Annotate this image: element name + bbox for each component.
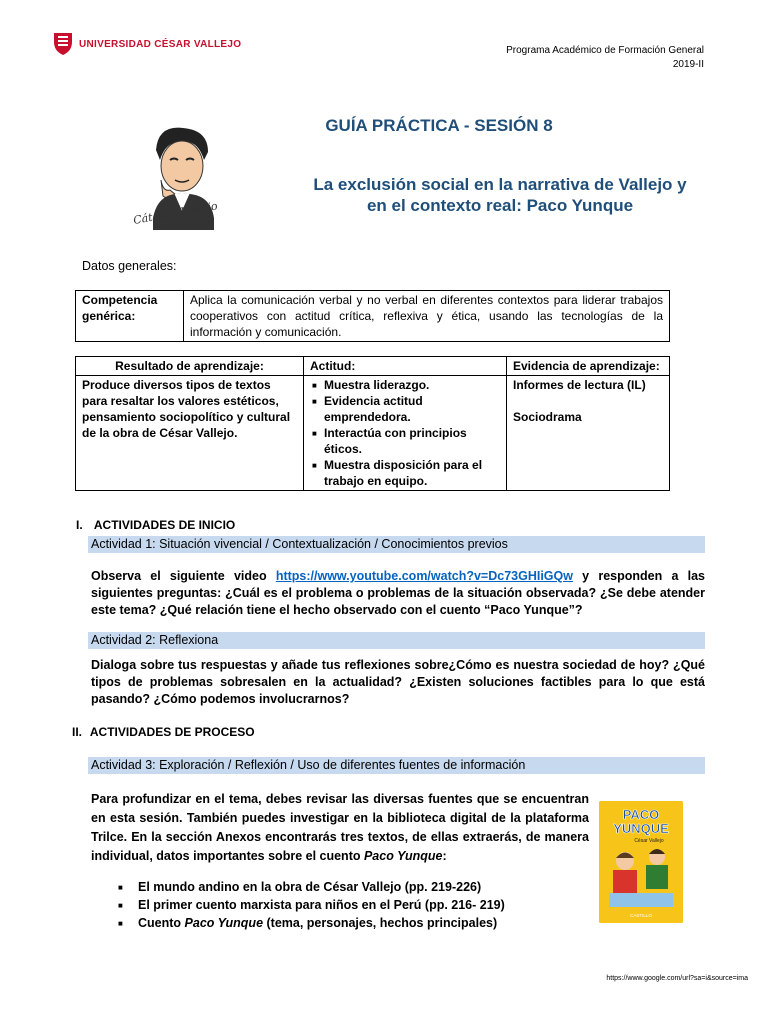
- subtitle-line-1: La exclusión social en la narrativa de Vallejo y: [313, 175, 687, 194]
- activity-3-text-a: Para profundizar en el tema, debes revisar las diversas fuentes que se encuentran en esta sesión. También puedes investigar en la biblioteca digital de la plataforma Trilce. En la sección Anexos encontrarás tres textos, de ellas extraerás, de manera individual, datos importantes sobre el cuento: [91, 792, 589, 863]
- datos-generales-label: Datos generales:: [82, 259, 177, 273]
- section-heading-proceso: [72, 725, 255, 739]
- evidencia-informes: Informes de lectura (IL): [513, 378, 646, 392]
- list-item: ■ Interactúa con principios éticos.: [324, 425, 500, 457]
- university-logo: [53, 32, 241, 56]
- table-header-row: [76, 357, 670, 376]
- competencia-label: Competencia genérica:: [76, 291, 184, 342]
- list-item: [118, 914, 505, 932]
- competencia-table: [75, 290, 670, 342]
- activity-2-heading: Actividad 2: Reflexiona: [88, 632, 705, 649]
- activity-3-text-b: :: [442, 849, 447, 863]
- activity-1-heading: Actividad 1: Situación vivencial / Contextualización / Conocimientos previos: [88, 536, 705, 553]
- list-item: ■ El mundo andino en la obra de César Vallejo (pp. 219-226): [118, 878, 505, 896]
- actitud-list: [310, 377, 500, 489]
- section-number: I.: [76, 518, 83, 532]
- sources-list: [118, 878, 505, 932]
- competencia-text: Aplica la comunicación verbal y no verbal en diferentes contextos para liderar trabajos cooperativos con actitud crítica, reflexiva y ética, usando las tecnologías de la información y comunicación.: [184, 291, 670, 342]
- list-item-post: (tema, personajes, hechos principales): [263, 916, 498, 930]
- program-name: Programa Académico de Formación General: [506, 45, 704, 56]
- book-title-2: YUNQUE: [613, 821, 669, 836]
- paco-yunque-book-cover-image: [599, 801, 683, 923]
- learning-outcomes-table: [75, 356, 670, 491]
- header-evidencia: Evidencia de aprendizaje:: [507, 357, 670, 376]
- section-heading-inicio: [76, 518, 235, 532]
- resultado-cell: Produce diversos tipos de textos para resaltar los valores estéticos, pensamiento sociopolítico y cultural de la obra de César Vallejo.: [76, 376, 304, 491]
- activity-3-text: [91, 790, 589, 866]
- list-item-pre: Cuento: [138, 916, 185, 930]
- table-row: [76, 376, 670, 491]
- activity-1-text-before: Observa el siguiente video: [91, 569, 276, 583]
- vallejo-portrait-image: [128, 120, 233, 238]
- section-number: II.: [72, 725, 83, 739]
- actitud-cell: [304, 376, 507, 491]
- subtitle-line-2: en el contexto real: Paco Yunque: [366, 196, 634, 215]
- activity-3-heading: Actividad 3: Exploración / Reflexión / Uso de diferentes fuentes de información: [88, 757, 705, 774]
- list-item-italic: Paco Yunque: [184, 916, 264, 930]
- list-item: ■ Muestra disposición para el trabajo en equipo.: [324, 457, 500, 489]
- program-term: 2019-II: [672, 59, 704, 70]
- header-actitud: Actitud:: [304, 357, 507, 376]
- activity-3-text-italic: Paco Yunque: [363, 849, 443, 863]
- activity-1-text-after: y responden a las siguientes preguntas: ¿Cuál es el problema o problemas de la situación observada? ¿Se debe atender este tema? ¿Qué relación tiene el hecho observado con el cuento “Paco Yunque”?: [91, 569, 705, 617]
- program-header: [506, 44, 704, 72]
- evidencia-cell: [507, 376, 670, 491]
- competencia-row: [76, 291, 670, 342]
- image-source-footnote: https://www.google.com/url?sa=i&source=ima: [606, 975, 748, 982]
- university-shield-icon: [53, 32, 73, 56]
- session-subtitle: [290, 174, 710, 216]
- list-item: ■ Evidencia actitud emprendedora.: [324, 393, 500, 425]
- evidencia-sociodrama: Sociodrama: [513, 410, 582, 424]
- list-item: ■ Muestra liderazgo.: [324, 377, 500, 393]
- book-title-1: PACO: [622, 807, 660, 822]
- book-cover-illustration: [599, 801, 683, 923]
- book-publisher: CASTILLO: [630, 913, 652, 918]
- section-title: ACTIVIDADES DE INICIO: [93, 518, 236, 532]
- guide-title: GUÍA PRÁCTICA - SESIÓN 8: [325, 116, 553, 135]
- activity-1-text: [91, 568, 705, 619]
- book-author: César Vallejo: [634, 838, 664, 844]
- header-resultado: Resultado de aprendizaje:: [76, 357, 304, 376]
- portrait-signature: Cátedra Vallejo: [132, 199, 219, 227]
- youtube-video-link[interactable]: https://www.youtube.com/watch?v=Dc73GHIiGQw: [275, 569, 573, 583]
- university-name: UNIVERSIDAD CÉSAR VALLEJO: [79, 38, 242, 50]
- list-item: ■ El primer cuento marxista para niños en el Perú (pp. 216- 219): [118, 896, 505, 914]
- activity-2-text: Dialoga sobre tus respuestas y añade tus reflexiones sobre¿Cómo es nuestra sociedad de hoy? ¿Qué tipos de problemas sobresalen en la actualidad? ¿Existen soluciones factibles para lo que está pasando? ¿Cómo podemos involucrarnos?: [91, 658, 705, 706]
- section-title: ACTIVIDADES DE PROCESO: [89, 725, 255, 739]
